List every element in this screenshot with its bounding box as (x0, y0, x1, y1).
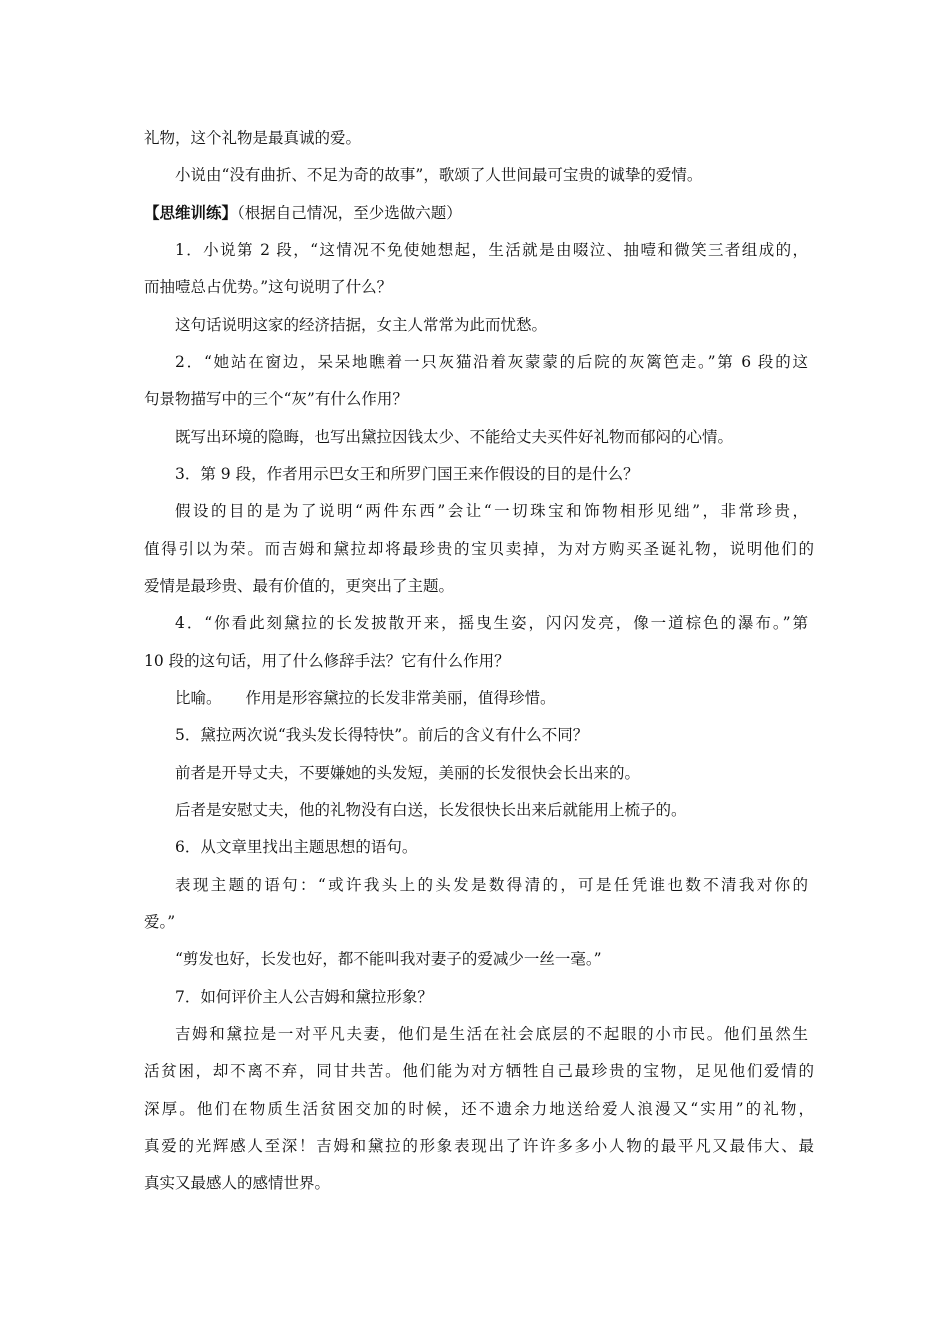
answer-line (175, 688, 845, 708)
question-line (175, 725, 845, 745)
answer-line (144, 1099, 814, 1119)
answer-line (144, 1061, 814, 1081)
text-line-content: 小说由“没有曲折、不足为奇的故事”，歌颂了人世间最可宝贵的诚挚的爱情。 (175, 166, 703, 184)
text-line-content: 爱。” (144, 913, 176, 931)
answer-line (175, 875, 808, 895)
text-line-content: 后者是安慰丈夫，他的礼物没有白送，长发很快长出来后就能用上梳子的。 (175, 801, 687, 819)
text-line-content: “剪发也好，长发也好，都不能叫我对妻子的爱减少一丝一毫。” (175, 950, 602, 968)
text-line-content: 4．“你看此刻黛拉的长发披散开来，摇曳生姿，闪闪发亮，像一道棕色的瀑布。”第 (175, 614, 808, 632)
text-line-content: 7．如何评价主人公吉姆和黛拉形象？ (175, 988, 433, 1006)
section-heading-note: （根据自己情况，至少选做六题） (237, 204, 462, 222)
question-line (144, 389, 814, 409)
question-line (175, 613, 808, 633)
text-line-content: 3．第 9 段，作者用示巴女王和所罗门国王来作假设的目的是什么？ (175, 465, 639, 483)
text-line-content: 这句话说明这家的经济拮据，女主人常常为此而忧愁。 (175, 316, 548, 334)
answer-line (175, 501, 808, 521)
question-line (175, 837, 845, 857)
question-line (144, 651, 814, 671)
answer-line (144, 912, 814, 932)
text-line-content: 假设的目的是为了说明“两件东西”会让“一切珠宝和饰物相形见绌”，非常珍贵， (175, 502, 808, 520)
answer-line (144, 539, 814, 559)
section-heading (144, 203, 814, 223)
text-line-content: 6．从文章里找出主题思想的语句。 (175, 838, 418, 856)
answer-line (175, 800, 845, 820)
text-line-content: 真实又最感人的感情世界。 (144, 1174, 331, 1192)
text-line (144, 128, 814, 148)
answer-part: 作用是形容黛拉的长发非常美丽，值得珍惜。 (245, 689, 556, 707)
section-heading-label: 【思维训练】 (144, 203, 238, 222)
text-line-content: 表现主题的语句：“或许我头上的头发是数得清的，可是任凭谁也数不清我对你的 (175, 876, 808, 894)
text-line-content: 10 段的这句话，用了什么修辞手法？它有什么作用？ (144, 652, 510, 670)
question-line (175, 240, 808, 260)
text-line-content: 2．“她站在窗边，呆呆地瞧着一只灰猫沿着灰蒙蒙的后院的灰篱笆走。”第 6 段的这 (175, 353, 808, 371)
question-line (175, 352, 808, 372)
text-line-content: 爱情是最珍贵、最有价值的，更突出了主题。 (144, 577, 455, 595)
answer-line (144, 576, 814, 596)
text-line-content: 吉姆和黛拉是一对平凡夫妻，他们是生活在社会底层的不起眼的小市民。他们虽然生 (175, 1025, 808, 1043)
text-line-content: 礼物，这个礼物是最真诚的爱。 (144, 129, 362, 147)
text-line-content: 深厚。他们在物质生活贫困交加的时候，还不遗余力地送给爱人浪漫又“实用”的礼物， (144, 1100, 814, 1118)
question-line (175, 464, 845, 484)
text-line-content: 既写出环境的隐晦，也写出黛拉因钱太少、不能给丈夫买件好礼物而郁闷的心情。 (175, 428, 734, 446)
text-line-content: 活贫困，却不离不弃，同甘共苦。他们能为对方牺牲自己最珍贵的宝物，足见他们爱情的 (144, 1062, 814, 1080)
answer-line (175, 427, 845, 447)
text-line-content: 真爱的光辉感人至深！吉姆和黛拉的形象表现出了许许多多小人物的最平凡又最伟大、最 (144, 1137, 814, 1155)
text-line (175, 165, 845, 185)
text-line-content: 值得引以为荣。而吉姆和黛拉却将最珍贵的宝贝卖掉，为对方购买圣诞礼物，说明他们的 (144, 540, 814, 558)
text-line-content: 5．黛拉两次说“我头发长得特快”。前后的含义有什么不同？ (175, 726, 589, 744)
text-line-content: 而抽噎总占优势。”这句说明了什么？ (144, 278, 393, 296)
answer-line (175, 1024, 808, 1044)
answer-line (144, 1173, 814, 1193)
text-line-content: 前者是开导丈夫，不要嫌她的头发短，美丽的长发很快会长出来的。 (175, 764, 641, 782)
answer-line (144, 1136, 814, 1156)
answer-line (175, 949, 845, 969)
question-line (175, 987, 845, 1007)
text-line-content: 1．小说第 2 段，“这情况不免使她想起，生活就是由啜泣、抽噎和微笑三者组成的， (175, 241, 808, 259)
answer-line (175, 763, 845, 783)
answer-line (175, 315, 845, 335)
answer-part: 比喻。 (175, 689, 222, 707)
question-line (144, 277, 814, 297)
text-line-content: 句景物描写中的三个“灰”有什么作用？ (144, 390, 408, 408)
